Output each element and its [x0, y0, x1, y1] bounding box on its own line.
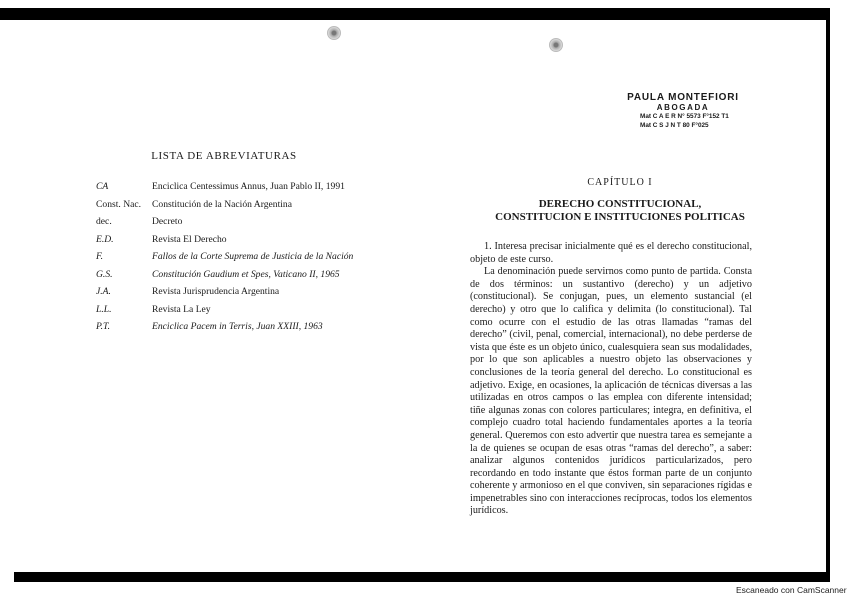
chapter-title-line-2: CONSTITUCION E INSTITUCIONES POLITICAS [495, 211, 745, 223]
paragraph-2: La denominación puede servirnos como punto de partida. Consta de dos términos: un sustantivo (derecho) y un adjetivo (constitucional). Se conjugan, pues, un elemento sustancial (el derecho) y otro que lo califica y delimita (lo constitucional). Tal como ocurre con el estudio de las otras llamadas “ramas del derecho” (civil, penal, comercial, internacional), no debe perderse de vista que éste es un objeto único, cualesquiera sean sus modalidades, por lo que son aplicables a nuestro objeto las observaciones y conclusiones de la teoría general del derecho. Lo constitucional es adjetivo. Exige, en ocasiones, la aplicación de técnicas diversas a las utilizadas en otros campos o las emplea con diferente intensidad; tiñe algunas zonas con colores particulares; integra, en definitiva, el complejo cuadro total haciendo fundamentales aportes a la teoría general. Queremos con esto advertir que nuestra tarea es semejante a la de quienes se ocupan de esas otras “ramas del derecho”, a saber: analizar algunos contenidos jurídicos particularizados, pero recordando en todo instante que éstos forman parte de un conjunto coherente y armonioso en el que conviven, sin separaciones rígidas e impenetrables sino con interacciones recíprocas, todos los elementos jurídicos. [470, 266, 752, 517]
body-text [470, 241, 752, 518]
abbr-key: E.D. [96, 233, 114, 245]
abbreviations-title: LISTA DE ABREVIATURAS [151, 150, 297, 162]
abbr-row [96, 248, 396, 266]
abbr-value: Revista Jurisprudencia Argentina [152, 286, 280, 297]
abbr-row [96, 213, 396, 231]
letterhead-registration-1: Mat C A E R N° 5573 F°152 T1 [640, 113, 729, 120]
chapter-title [470, 198, 770, 224]
abbr-row [96, 266, 396, 284]
abbr-row [96, 231, 396, 249]
abbr-value: Enciclica Pacem in Terris, Juan XXIII, 1963 [152, 321, 323, 332]
chapter-label: CAPÍTULO I [587, 177, 653, 188]
abbr-row [96, 318, 396, 336]
abbr-key: P.T. [96, 321, 111, 332]
scan-border-right [826, 8, 830, 582]
abbr-value: Revista La Ley [152, 303, 211, 315]
letterhead-stamp [618, 92, 748, 130]
abbr-value: Decreto [152, 216, 183, 227]
abbr-value: Enciclica Centessimus Annus, Juan Pablo II, 1991 [152, 181, 345, 192]
letterhead-role: ABOGADA [656, 103, 710, 112]
abbr-key: G.S. [96, 268, 113, 280]
abbr-key: L.L. [96, 303, 112, 315]
abbr-row [96, 196, 396, 214]
abbr-row [96, 178, 396, 196]
abbr-value: Fallos de la Corte Suprema de Justicia de la Nación [152, 251, 354, 262]
abbr-key: dec. [96, 216, 112, 227]
abbr-key: CA [96, 181, 109, 192]
abbr-value: Constitución Gaudium et Spes, Vaticano II, 1965 [152, 268, 340, 280]
abbreviations-list [96, 178, 396, 336]
letterhead-registration-2: Mat C S J N T 80 F°025 [640, 122, 709, 129]
scanner-watermark: Escaneado con CamScanner [736, 585, 847, 595]
abbr-row [96, 283, 396, 301]
chapter-title-line-1: DERECHO CONSTITUCIONAL, [538, 198, 702, 210]
abbr-key: Const. Nac. [96, 198, 142, 210]
abbr-key: J.A. [96, 286, 111, 297]
letterhead-name: PAULA MONTEFIORI [627, 92, 739, 103]
abbr-value: Revista El Derecho [152, 233, 227, 245]
abbr-row [96, 301, 396, 319]
abbr-key: F. [96, 251, 104, 262]
abbr-value: Constitución de la Nación Argentina [152, 198, 292, 210]
paragraph-1: 1. Interesa precisar inicialmente qué es el derecho constitucional, objeto de este curso. [470, 241, 752, 265]
scan-border-bottom [14, 572, 830, 582]
